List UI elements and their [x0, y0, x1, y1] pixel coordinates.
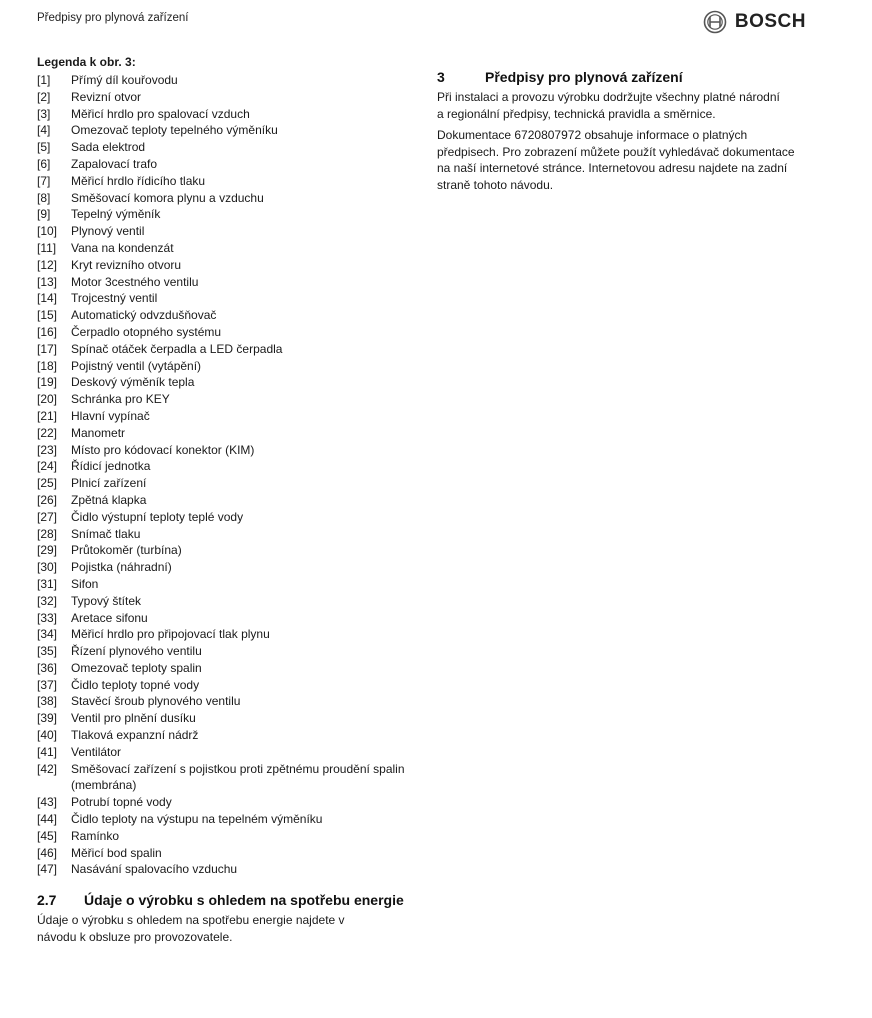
legend-item-number: [31] — [37, 576, 58, 591]
legend-item-number: [18] — [37, 358, 58, 373]
legend-item — [37, 223, 407, 240]
legend-item-number: [1] — [37, 73, 51, 87]
legend-item — [37, 677, 407, 694]
legend-item — [37, 811, 407, 828]
page-header-title: Předpisy pro plynová zařízení — [37, 12, 189, 24]
legend-item — [37, 358, 407, 375]
legend-item — [37, 626, 407, 643]
legend-item-text: Měřicí hrdlo řídicího tlaku — [71, 173, 206, 188]
legend-item-number: [22] — [37, 425, 58, 440]
legend-item-text: Vana na kondenzát — [71, 240, 174, 255]
legend-item — [37, 89, 407, 106]
legend-item — [37, 761, 407, 795]
legend-item-number: [4] — [37, 123, 51, 138]
legend-item-text: Schránka pro KEY — [71, 392, 170, 407]
legend-item-text: Místo pro kódovací konektor (KIM) — [71, 442, 255, 457]
legend-item — [37, 845, 407, 862]
legend-item-text: Spínač otáček čerpadla a LED čerpadla — [71, 341, 283, 356]
legend-item-number: [29] — [37, 543, 58, 558]
legend-item-text: Hlavní vypínač — [71, 408, 150, 423]
legend-item — [37, 475, 407, 492]
legend-item-text: Typový štítek — [71, 593, 142, 608]
left-column — [37, 55, 407, 945]
legend-item-number: [33] — [37, 610, 58, 625]
bosch-armature-icon — [703, 10, 727, 34]
legend-item — [37, 324, 407, 341]
legend-item-number: [26] — [37, 492, 58, 507]
legend-item-text: Ramínko — [71, 828, 120, 843]
legend-item-text: Čerpadlo otopného systému — [71, 324, 222, 339]
legend-item-text: Plnicí zařízení — [71, 476, 147, 491]
legend-item-text: Nasávání spalovacího vzduchu — [71, 862, 238, 877]
legend-item-number: [2] — [37, 89, 51, 104]
legend-item — [37, 106, 407, 123]
legend-item-number: [42] — [37, 761, 58, 776]
legend-item — [37, 492, 407, 509]
legend-item-number: [3] — [37, 106, 51, 121]
legend-item — [37, 593, 407, 610]
legend-item-text: Řídicí jednotka — [71, 459, 151, 474]
legend-item-number: [13] — [37, 274, 58, 289]
legend-item-number: [27] — [37, 509, 58, 524]
section-2-7 — [37, 891, 407, 945]
legend-item-text: Tlaková expanzní nádrž — [71, 728, 199, 743]
legend-item-text: Směšovací zařízení s pojistkou proti zpětnému proudění spalin (membrána) — [71, 761, 405, 793]
legend-item-number: [24] — [37, 459, 58, 474]
legend-title: Legenda k obr. 3: — [37, 55, 136, 69]
legend-item-number: [20] — [37, 392, 58, 407]
legend-item — [37, 828, 407, 845]
legend-item-text: Tepelný výměník — [71, 207, 161, 222]
legend-item-text: Zapalovací trafo — [71, 156, 158, 171]
legend-item-text: Pojistný ventil (vytápění) — [71, 358, 202, 373]
legend-item — [37, 727, 407, 744]
legend-item — [37, 274, 407, 291]
legend-item-number: [25] — [37, 476, 58, 491]
legend-item — [37, 643, 407, 660]
legend-item-text: Sada elektrod — [71, 140, 146, 155]
legend-item-number: [28] — [37, 526, 58, 541]
legend-item — [37, 257, 407, 274]
legend-item-text: Směšovací komora plynu a vzduchu — [71, 190, 264, 205]
legend-item-number: [8] — [37, 190, 51, 205]
right-column — [437, 68, 807, 193]
legend-item — [37, 156, 407, 173]
legend-item-text: Čidlo výstupní teploty teplé vody — [71, 509, 244, 524]
legend-item-text: Ventilátor — [71, 744, 122, 759]
legend-item — [37, 72, 407, 89]
legend-item-text: Stavěcí šroub plynového ventilu — [71, 694, 241, 709]
brand-name: BOSCH — [734, 11, 806, 32]
legend-item — [37, 744, 407, 761]
section-3-title: Předpisy pro plynová zařízení — [485, 69, 683, 85]
legend-item — [37, 542, 407, 559]
legend-item-text: Aretace sifonu — [71, 610, 148, 625]
section-3-number: 3 — [437, 69, 445, 85]
legend-item-number: [12] — [37, 257, 58, 272]
legend-item-text: Měřicí hrdlo pro připojovací tlak plynu — [71, 627, 270, 642]
legend-item — [37, 610, 407, 627]
legend-item-number: [34] — [37, 627, 58, 642]
legend-item — [37, 391, 407, 408]
legend-item-text: Plynový ventil — [71, 224, 145, 239]
legend-item-number: [17] — [37, 341, 58, 356]
legend-item-text: Trojcestný ventil — [71, 291, 158, 306]
legend-item-text: Sifon — [71, 576, 99, 591]
legend-item-number: [39] — [37, 711, 58, 726]
legend-item — [37, 408, 407, 425]
legend-item-number: [32] — [37, 593, 58, 608]
legend-item — [37, 307, 407, 324]
legend-item-number: [5] — [37, 140, 51, 155]
legend-list — [37, 72, 407, 878]
legend-item — [37, 290, 407, 307]
legend-item-number: [41] — [37, 744, 58, 759]
legend-item-number: [15] — [37, 308, 58, 323]
section-2-7-number: 2.7 — [37, 892, 57, 909]
legend-item-number: [14] — [37, 291, 58, 306]
legend-item-number: [38] — [37, 694, 58, 709]
legend-item-text: Průtokoměr (turbína) — [71, 543, 182, 558]
legend-item-text: Kryt revizního otvoru — [71, 257, 182, 272]
legend-item — [37, 374, 407, 391]
legend-item — [37, 425, 407, 442]
legend-item-number: [47] — [37, 862, 58, 877]
legend-item-text: Pojistka (náhradní) — [71, 560, 172, 575]
legend-item-number: [40] — [37, 728, 58, 743]
legend-item-number: [44] — [37, 812, 58, 827]
legend-item-number: [21] — [37, 408, 58, 423]
legend-item-text: Čidlo teploty topné vody — [71, 677, 200, 692]
legend-item-text: Přímý díl kouřovodu — [71, 73, 178, 87]
legend-item-number: [23] — [37, 442, 58, 457]
legend-item-number: [46] — [37, 845, 58, 860]
section-3-heading — [437, 68, 807, 86]
legend-item-number: [11] — [37, 240, 57, 255]
legend-item-text: Zpětná klapka — [71, 492, 147, 507]
section-3-paragraph-2: Dokumentace 6720807972 obsahuje informace o platných předpisech. Pro zobrazení můžete použít vyhledávač dokumentace na naší internetové stránce. Internetovou adresu najdete na zadní straně tohoto návodu. — [437, 128, 795, 192]
legend-item-text: Čidlo teploty na výstupu na tepelném výměníku — [71, 812, 323, 827]
legend-item — [37, 509, 407, 526]
section-2-7-title: Údaje o výrobku s ohledem na spotřebu energie — [84, 892, 404, 909]
section-3-paragraph-1: Při instalaci a provozu výrobku dodržujte všechny platné národní a regionální předpisy, technická pravidla a směrnice. — [437, 90, 780, 121]
legend-item — [37, 139, 407, 156]
section-2-7-text: Údaje o výrobku s ohledem na spotřebu energie najdete v návodu k obsluze pro provozovatele. — [37, 913, 345, 944]
legend-item — [37, 559, 407, 576]
legend-item — [37, 660, 407, 677]
legend-item-number: [35] — [37, 644, 58, 659]
legend-item-number: [30] — [37, 560, 58, 575]
section-2-7-heading — [37, 891, 407, 909]
legend-item — [37, 794, 407, 811]
legend-item-number: [6] — [37, 156, 51, 171]
legend-item-number: [7] — [37, 173, 51, 188]
legend-item-text: Snímač tlaku — [71, 526, 141, 541]
legend-item — [37, 576, 407, 593]
legend-item — [37, 710, 407, 727]
legend-item-number: [19] — [37, 375, 58, 390]
legend-item — [37, 458, 407, 475]
legend-item — [37, 122, 407, 139]
legend-item-text: Motor 3cestného ventilu — [71, 274, 199, 289]
legend-item-text: Měřicí hrdlo pro spalovací vzduch — [71, 106, 250, 121]
legend-item — [37, 526, 407, 543]
legend-item-text: Revizní otvor — [71, 89, 142, 104]
legend-item-text: Deskový výměník tepla — [71, 375, 195, 390]
legend-item-text: Měřicí bod spalin — [71, 845, 162, 860]
legend-item-number: [45] — [37, 828, 58, 843]
legend-item-text: Ventil pro plnění dusíku — [71, 711, 196, 726]
legend-item-number: [36] — [37, 660, 58, 675]
legend-item — [37, 442, 407, 459]
legend-item — [37, 206, 407, 223]
legend-item — [37, 240, 407, 257]
legend-item — [37, 693, 407, 710]
legend-item-text: Potrubí topné vody — [71, 795, 172, 810]
legend-item-text: Automatický odvzdušňovač — [71, 308, 217, 323]
legend-item-number: [43] — [37, 795, 58, 810]
legend-item-text: Omezovač teploty spalin — [71, 660, 202, 675]
legend-item-text: Řízení plynového ventilu — [71, 644, 202, 659]
legend-item — [37, 861, 407, 878]
legend-item-number: [37] — [37, 677, 58, 692]
legend-item-number: [10] — [37, 224, 58, 239]
legend-item — [37, 190, 407, 207]
legend-item-number: [16] — [37, 324, 58, 339]
brand-logo — [703, 10, 806, 34]
legend-item-number: [9] — [37, 207, 51, 222]
legend-item — [37, 173, 407, 190]
legend-item-text: Omezovač teploty tepelného výměníku — [71, 123, 278, 138]
legend-item — [37, 341, 407, 358]
legend-item-text: Manometr — [71, 425, 126, 440]
